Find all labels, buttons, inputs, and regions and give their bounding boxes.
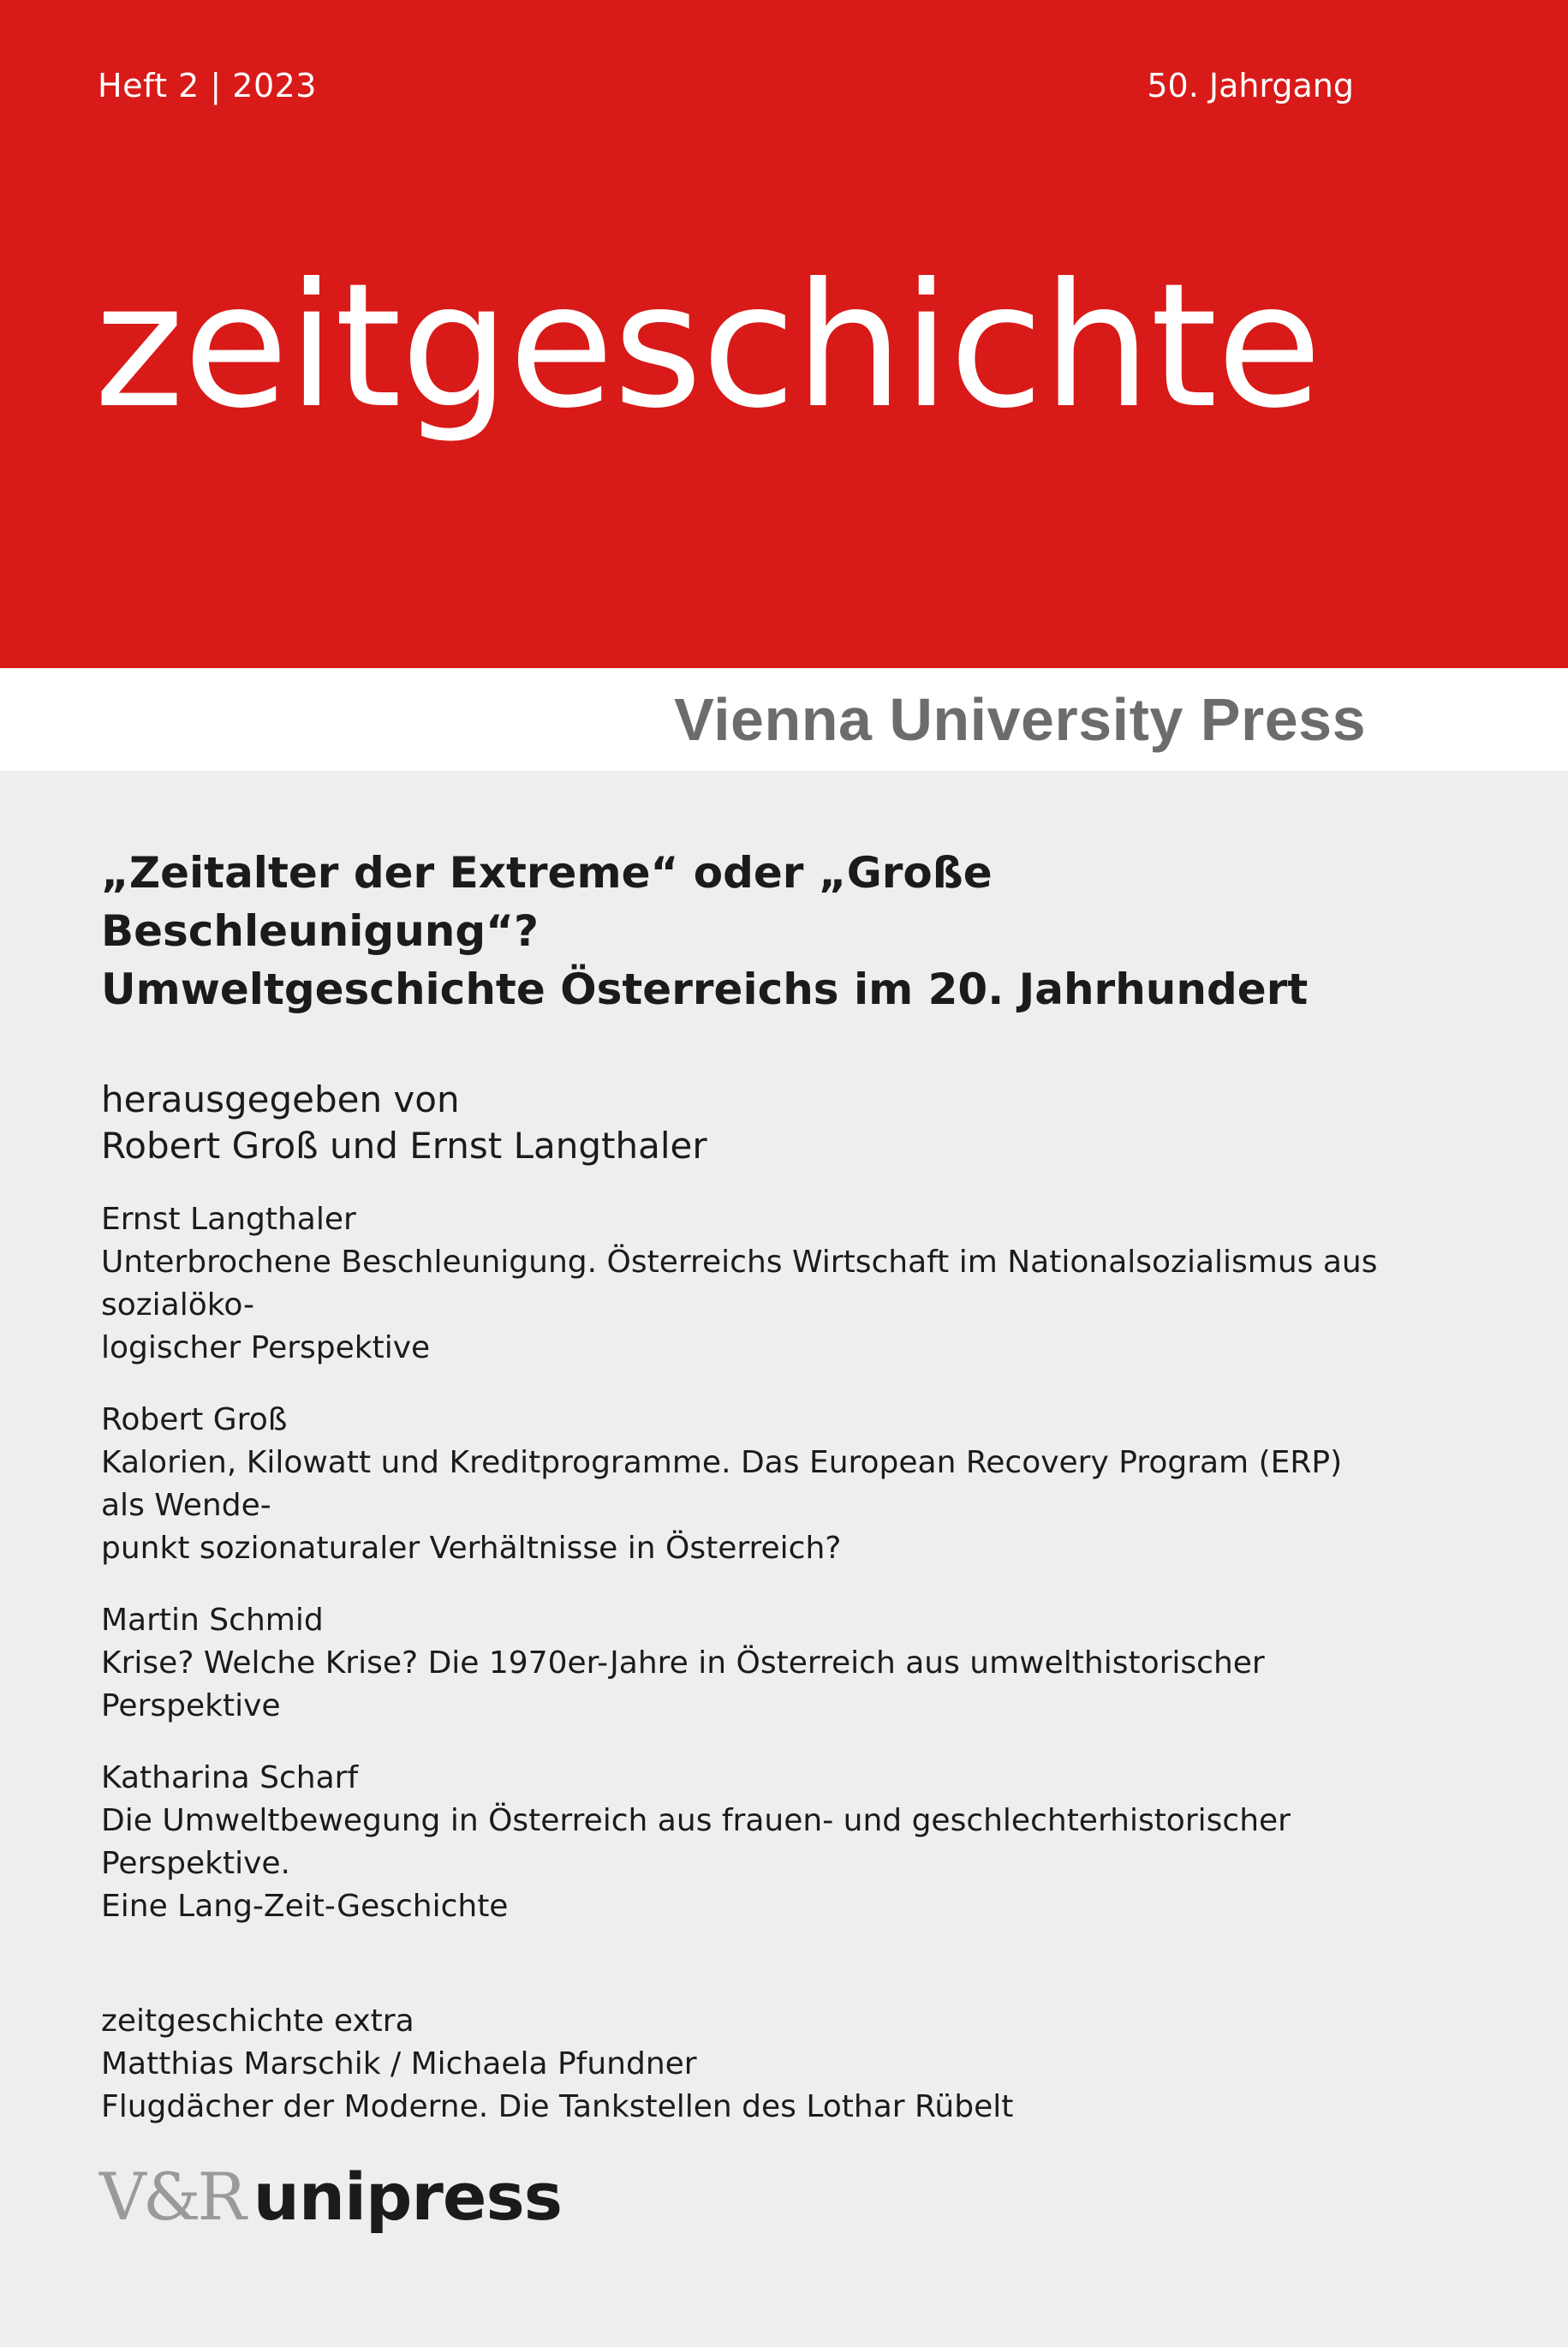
article-title-line1: Kalorien, Kilowatt und Kreditprogramme. Das European Recovery Program (ERP) als Wende- (101, 1445, 1343, 1523)
extra-section (101, 2000, 1386, 2129)
editors-names: Robert Groß und Ernst Langthaler (101, 1125, 707, 1167)
issue-title (101, 844, 1386, 1018)
extra-authors: Matthias Marschik / Michaela Pfundner (101, 2046, 697, 2081)
article-title-line2: Eine Lang-Zeit-Geschichte (101, 1889, 509, 1924)
article-title-line1: Krise? Welche Krise? Die 1970er-Jahre in Österreich aus umwelthistorischer Perspektive (101, 1645, 1265, 1723)
volume-number: 50. Jahrgang (1147, 67, 1354, 105)
article-entry (101, 1198, 1386, 1370)
article-title-line2: punkt sozionaturaler Verhältnisse in Österreich? (101, 1531, 842, 1566)
issue-title-line2: Umweltgeschichte Österreichs im 20. Jahrhundert (101, 964, 1309, 1014)
article-title-line1: Unterbrochene Beschleunigung. Österreichs Wirtschaft im Nationalsozialismus aus sozialöko- (101, 1245, 1378, 1323)
article-author: Martin Schmid (101, 1603, 324, 1638)
article-author: Katharina Scharf (101, 1760, 359, 1795)
logo-name: unipress (253, 2159, 562, 2235)
article-entry (101, 1757, 1386, 1928)
extra-label: zeitgeschichte extra (101, 2004, 414, 2039)
publisher-name: Vienna University Press (674, 686, 1366, 753)
publisher-logo (99, 2159, 562, 2235)
article-title-line1: Die Umweltbewegung in Österreich aus frauen- und geschlechterhistorischer Perspektive. (101, 1803, 1291, 1881)
article-author: Ernst Langthaler (101, 1202, 356, 1237)
editors-label: herausgegeben von (101, 1078, 460, 1120)
cover-content (101, 844, 1386, 2129)
article-entry (101, 1599, 1386, 1728)
issue-title-line1: „Zeitalter der Extreme“ oder „Große Beschleunigung“? (101, 848, 993, 956)
extra-title: Flugdächer der Moderne. Die Tankstellen des Lothar Rübelt (101, 2089, 1014, 2124)
journal-title: zeitgeschichte (94, 247, 1321, 446)
article-entry (101, 1399, 1386, 1570)
logo-mark: V&R (99, 2159, 243, 2235)
article-title-line2: logischer Perspektive (101, 1330, 431, 1365)
issue-number: Heft 2 | 2023 (98, 67, 317, 105)
editors-block (101, 1077, 1386, 1169)
article-author: Robert Groß (101, 1402, 288, 1437)
